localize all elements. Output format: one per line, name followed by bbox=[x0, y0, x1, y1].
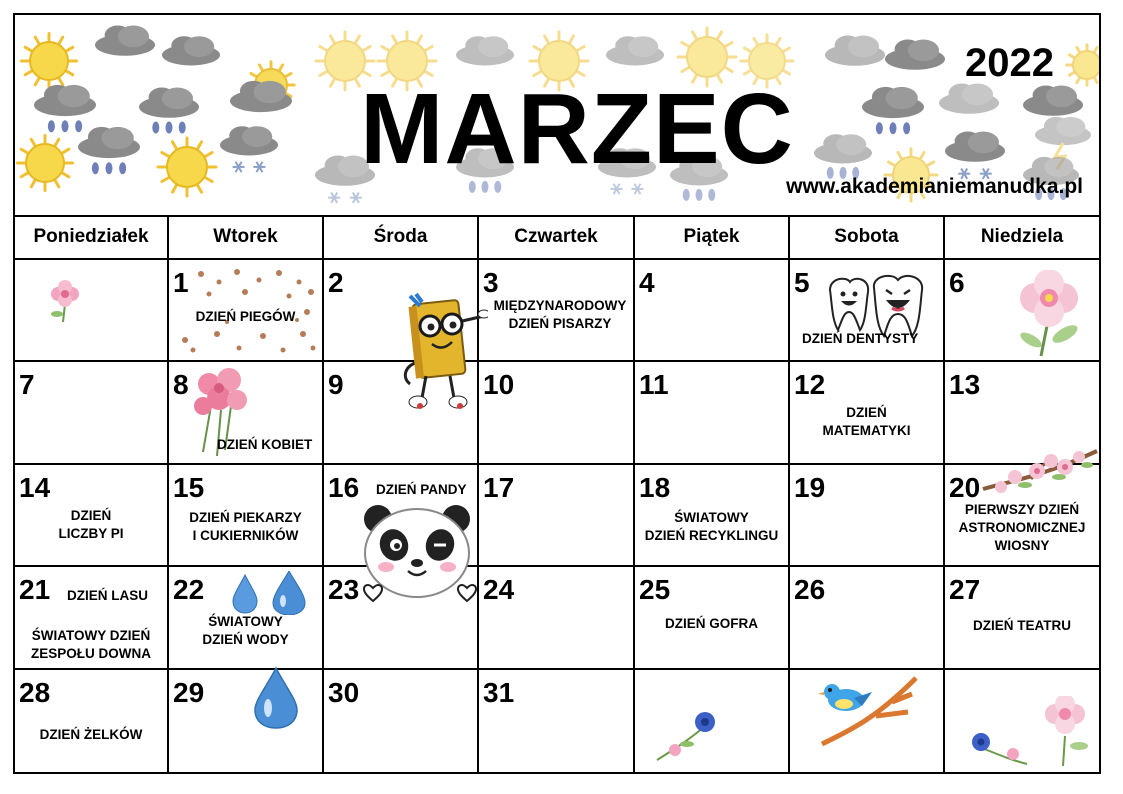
day-number: 17 bbox=[483, 471, 515, 503]
plain-cloud-icon bbox=[456, 36, 514, 65]
day-number: 6 bbox=[949, 267, 965, 298]
rain-cloud-icon bbox=[34, 85, 96, 132]
sun-icon bbox=[21, 33, 76, 88]
event-label: DZIEŃ PIEKARZY I CUKIERNIKÓW bbox=[189, 509, 302, 543]
sun-icon bbox=[158, 138, 216, 196]
day-cell[interactable] bbox=[169, 567, 324, 669]
day-number: 28 bbox=[19, 676, 51, 708]
day-number: 3 bbox=[483, 267, 499, 298]
day-number: 9 bbox=[328, 369, 344, 401]
day-number: 30 bbox=[328, 676, 360, 708]
day-number: 23 bbox=[328, 574, 360, 606]
event-label: MIĘDZYNARODOWY DZIEŃ PISARZY bbox=[493, 298, 627, 331]
day-cell[interactable] bbox=[324, 670, 479, 772]
plain-cloud-icon bbox=[825, 36, 885, 66]
day-cell[interactable] bbox=[15, 465, 169, 567]
day-number: 13 bbox=[949, 369, 981, 401]
day-number: 12 bbox=[794, 369, 826, 401]
day-number: 26 bbox=[794, 574, 826, 606]
day-cell[interactable] bbox=[479, 260, 635, 362]
day-number: 4 bbox=[639, 267, 655, 298]
day-cell[interactable] bbox=[790, 465, 945, 567]
day-number: 10 bbox=[483, 369, 515, 401]
water-drop-icon bbox=[251, 666, 301, 730]
day-number: 1 bbox=[173, 267, 189, 298]
event-label: DZIEŃ MATEMATYKI bbox=[822, 405, 911, 439]
day-cell[interactable] bbox=[945, 260, 1099, 362]
event-label: DZIEŃ TEATRU bbox=[973, 618, 1071, 634]
plain-cloud-icon bbox=[162, 36, 220, 65]
heart-icon bbox=[456, 583, 478, 603]
weekday-header: Piątek bbox=[635, 215, 790, 260]
day-number: 11 bbox=[639, 369, 669, 401]
weekday-header: Wtorek bbox=[169, 215, 324, 260]
day-cell[interactable] bbox=[945, 465, 1099, 567]
flower-icon bbox=[649, 706, 719, 764]
event-label: PIERWSZY DZIEŃ ASTRONOMICZNEJ WIOSNY bbox=[958, 501, 1086, 553]
weekday-header: Niedziela bbox=[945, 215, 1099, 260]
day-cell[interactable] bbox=[324, 465, 479, 567]
day-number: 18 bbox=[639, 471, 671, 503]
day-number: 29 bbox=[173, 676, 205, 708]
year-label: 2022 bbox=[965, 41, 1054, 85]
rain-cloud-icon bbox=[78, 127, 140, 174]
day-number: 8 bbox=[173, 369, 189, 401]
heart-icon bbox=[362, 583, 384, 603]
day-number: 21 bbox=[19, 574, 51, 606]
book-mascot-icon bbox=[396, 292, 488, 412]
plain-cloud-icon bbox=[230, 81, 292, 112]
day-cell[interactable] bbox=[790, 260, 945, 362]
month-title: MARZEC bbox=[360, 73, 794, 185]
event-label: DZIEŃ PIEGÓW bbox=[195, 309, 296, 324]
weekday-header: Poniedziałek bbox=[15, 215, 169, 260]
day-cell-empty bbox=[790, 670, 945, 772]
day-number: 15 bbox=[173, 471, 205, 503]
rain-cloud-icon bbox=[814, 134, 872, 179]
calendar bbox=[13, 13, 1101, 774]
day-cell[interactable] bbox=[169, 260, 324, 362]
event-label: DZIEŃ LICZBY PI bbox=[58, 507, 124, 541]
day-cell[interactable] bbox=[479, 465, 635, 567]
day-cell[interactable] bbox=[635, 465, 790, 567]
day-cell[interactable] bbox=[635, 567, 790, 669]
day-cell[interactable] bbox=[169, 362, 324, 464]
day-cell[interactable] bbox=[790, 362, 945, 464]
day-number: 24 bbox=[483, 574, 515, 606]
plain-cloud-icon bbox=[939, 84, 999, 114]
sun-icon bbox=[1067, 45, 1099, 86]
day-cell[interactable] bbox=[15, 362, 169, 464]
flower-icon bbox=[1007, 270, 1089, 358]
blossom-branch-icon bbox=[981, 447, 1099, 507]
plain-cloud-icon bbox=[606, 36, 664, 65]
day-cell[interactable] bbox=[169, 465, 324, 567]
day-number: 14 bbox=[19, 471, 51, 503]
weekday-header: Czwartek bbox=[479, 215, 635, 260]
plain-cloud-icon bbox=[95, 26, 155, 56]
event-label: DZIEŃ ŻELKÓW bbox=[39, 726, 143, 742]
day-cell[interactable] bbox=[635, 260, 790, 362]
day-number: 16 bbox=[328, 471, 360, 503]
event-label: ŚWIATOWY DZIEŃ RECYKLINGU bbox=[644, 509, 779, 543]
day-cell[interactable] bbox=[169, 670, 324, 772]
day-cell[interactable] bbox=[790, 567, 945, 669]
day-cell-empty bbox=[945, 670, 1099, 772]
day-number: 27 bbox=[949, 574, 981, 606]
tooth-icon bbox=[826, 274, 934, 338]
flower-icon bbox=[45, 280, 85, 324]
snow-cloud-icon bbox=[220, 126, 278, 172]
water-drop-icon bbox=[229, 571, 309, 615]
day-cell[interactable] bbox=[945, 567, 1099, 669]
snow-cloud-icon bbox=[945, 132, 1005, 179]
event-label: DZIEŃ PANDY bbox=[376, 481, 467, 497]
day-number: 2 bbox=[328, 267, 344, 298]
plain-cloud-icon bbox=[885, 40, 945, 70]
day-number: 19 bbox=[794, 471, 826, 503]
day-cell[interactable] bbox=[635, 362, 790, 464]
day-cell[interactable] bbox=[479, 362, 635, 464]
day-number: 22 bbox=[173, 574, 205, 606]
event-label: ŚWIATOWY DZIEŃ ZESPOŁU DOWNA bbox=[31, 628, 151, 662]
day-cell-empty bbox=[15, 260, 169, 362]
rain-cloud-icon bbox=[139, 88, 199, 134]
plain-cloud-icon bbox=[1023, 86, 1083, 116]
day-number: 25 bbox=[639, 574, 671, 606]
day-cell[interactable] bbox=[15, 567, 169, 669]
day-cell-empty bbox=[635, 670, 790, 772]
day-number: 5 bbox=[794, 267, 810, 298]
rain-cloud-icon bbox=[862, 87, 924, 134]
flower-icon bbox=[967, 696, 1093, 768]
website-label: www.akademianiemanudka.pl bbox=[786, 175, 1083, 198]
event-label: ŚWIATOWY DZIEŃ WODY bbox=[202, 614, 289, 648]
day-number: 7 bbox=[19, 369, 35, 401]
weekday-header: Sobota bbox=[790, 215, 945, 260]
event-label: DZIEŃ GOFRA bbox=[665, 616, 758, 632]
weekday-header: Środa bbox=[324, 215, 479, 260]
bird-icon bbox=[816, 672, 920, 748]
event-label: DZIEŃ DENTYSTY bbox=[802, 331, 919, 346]
day-cell[interactable] bbox=[479, 670, 635, 772]
event-label: DZIEŃ LASU bbox=[67, 588, 148, 604]
calendar-grid bbox=[15, 215, 1099, 772]
day-number: 31 bbox=[483, 676, 515, 708]
day-cell[interactable] bbox=[324, 260, 479, 362]
sun-icon bbox=[17, 135, 72, 190]
day-number: 20 bbox=[949, 471, 981, 503]
event-label: DZIEŃ KOBIET bbox=[217, 437, 313, 453]
day-cell[interactable] bbox=[479, 567, 635, 669]
day-cell[interactable] bbox=[15, 670, 169, 772]
calendar-header bbox=[15, 15, 1099, 217]
